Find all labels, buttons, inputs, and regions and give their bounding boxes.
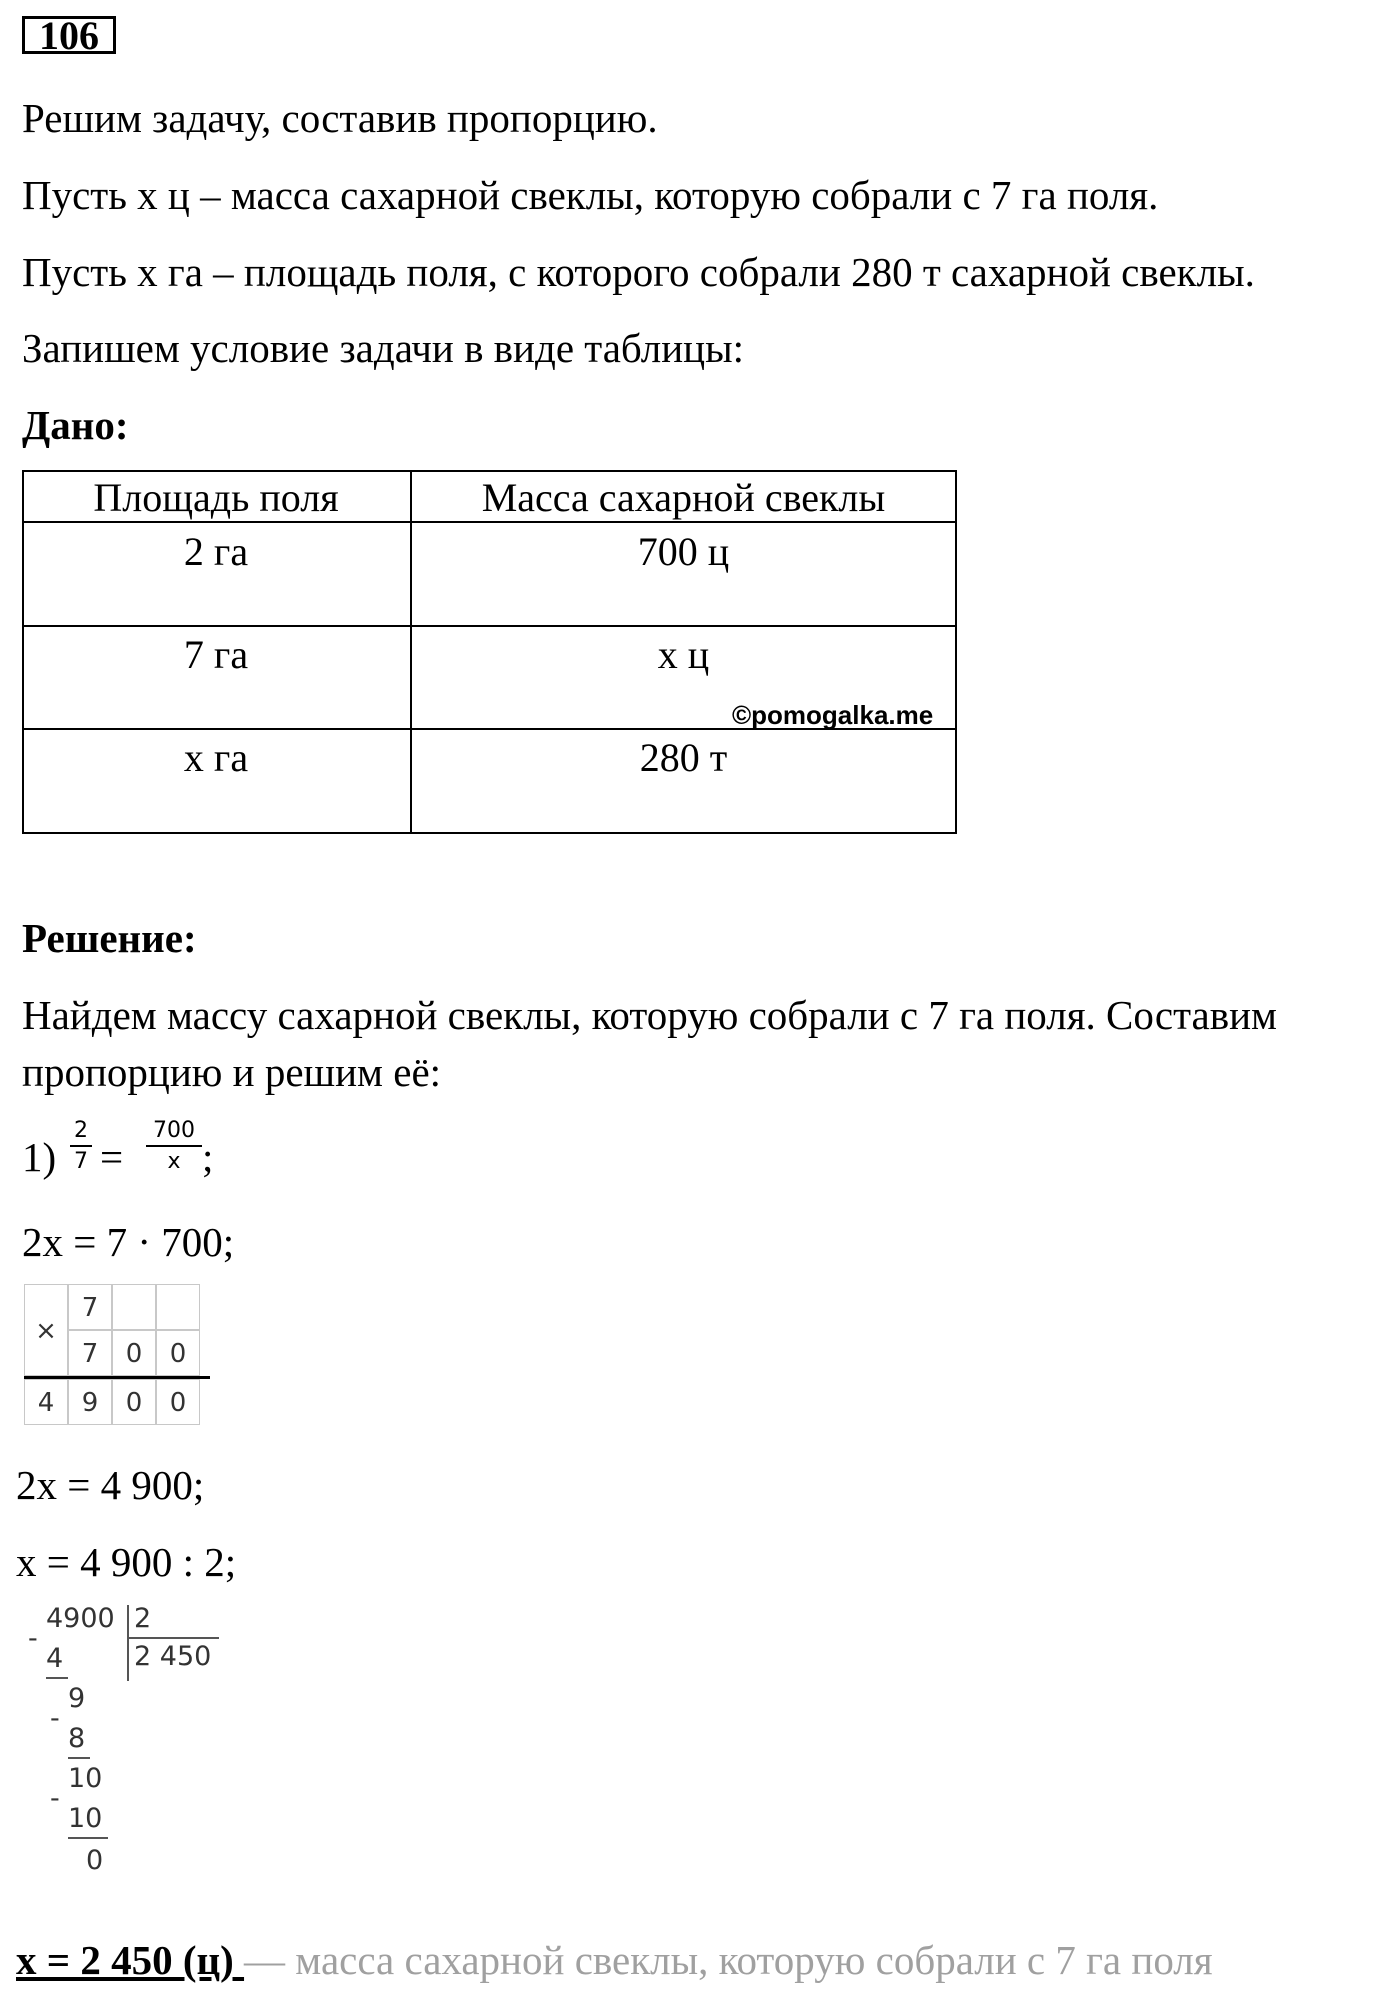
answer-note: — масса сахарной свеклы, которую собрали с 7 га поля (244, 1937, 1213, 1983)
grid-cell: 0 (112, 1379, 156, 1425)
division-underline (68, 1757, 90, 1759)
division-step: 10 (68, 1763, 103, 1794)
answer-line (16, 1937, 1213, 1983)
grid-cell (112, 1284, 156, 1330)
grid-cell: 7 (68, 1284, 112, 1330)
given-table (22, 470, 957, 834)
grid-cell: 0 (112, 1330, 156, 1376)
division-bar-vertical (127, 1605, 129, 1681)
table-border-bottom (22, 832, 957, 834)
intro-line-1: Решим задачу, составив пропорцию. (22, 95, 658, 141)
division-step: 0 (86, 1845, 104, 1876)
equation-3: х = 4 900 : 2; (16, 1539, 237, 1585)
fraction-numerator: 700 (153, 1118, 195, 1143)
division-step: 4 (46, 1643, 64, 1674)
equation-1: 2х = 7 · 700; (22, 1219, 235, 1265)
equation-2: 2х = 4 900; (16, 1462, 205, 1508)
grid-cell: 9 (68, 1379, 112, 1425)
table-border-top (22, 470, 957, 472)
task-number: 106 (22, 16, 116, 54)
division-bar-horizontal (129, 1637, 219, 1639)
grid-cell: 0 (156, 1330, 200, 1376)
division-step: 8 (68, 1723, 86, 1754)
watermark: ©pomogalka.me (732, 700, 934, 730)
multiply-sign: × (24, 1284, 68, 1376)
minus-sign: - (50, 1783, 60, 1814)
grid-cell (156, 1284, 200, 1330)
minus-sign: - (28, 1623, 38, 1654)
division-underline (68, 1837, 108, 1839)
table-cell: 7 га (183, 632, 249, 677)
division-step: 9 (68, 1683, 86, 1714)
table-header-divider (22, 521, 957, 523)
answer-value: х = 2 450 (ц) (16, 1937, 245, 1983)
fraction-denominator: х (167, 1149, 181, 1174)
grid-cell: 4 (24, 1379, 68, 1425)
intro-line-3: Пусть х га – площадь поля, с которого собрали 280 т сахарной свеклы. (22, 249, 1255, 295)
given-heading: Дано: (22, 402, 129, 448)
table-header-mass: Масса сахарной свеклы (481, 475, 886, 520)
division-step: 10 (68, 1803, 103, 1834)
table-cell: х ц (657, 632, 710, 677)
fraction-right (146, 1118, 202, 1174)
solution-heading: Решение: (22, 915, 197, 961)
divisor: 2 (134, 1603, 152, 1634)
dividend: 4900 (46, 1603, 115, 1634)
table-border-right (955, 470, 957, 834)
fraction-numerator: 2 (74, 1118, 88, 1143)
step-number: 1) (22, 1134, 57, 1180)
table-row-divider (22, 625, 957, 627)
quotient: 2 450 (134, 1641, 212, 1672)
equals-sign: = (100, 1134, 124, 1180)
table-header-area: Площадь поля (93, 475, 339, 520)
grid-cell: 7 (68, 1330, 112, 1376)
table-cell: 2 га (183, 529, 249, 574)
long-division (28, 1603, 228, 1903)
table-cell: 700 ц (637, 529, 730, 574)
fraction-denominator: 7 (74, 1149, 88, 1174)
solution-text-1: Найдем массу сахарной свеклы, которую собрали с 7 га поля. Составим (22, 992, 1277, 1038)
fraction-bar (146, 1145, 202, 1147)
solution-text-2: пропорцию и решим её: (22, 1049, 442, 1095)
intro-line-4: Запишем условие задачи в виде таблицы: (22, 325, 745, 371)
intro-line-2: Пусть х ц – масса сахарной свеклы, которую собрали с 7 га поля. (22, 172, 1159, 218)
minus-sign: - (50, 1703, 60, 1734)
fraction-bar (70, 1145, 92, 1147)
step-suffix: ; (202, 1134, 214, 1180)
grid-cell: 0 (156, 1379, 200, 1425)
table-cell: х га (183, 735, 249, 780)
division-underline (46, 1677, 68, 1679)
fraction-left (70, 1118, 92, 1174)
table-cell: 280 т (639, 735, 728, 780)
